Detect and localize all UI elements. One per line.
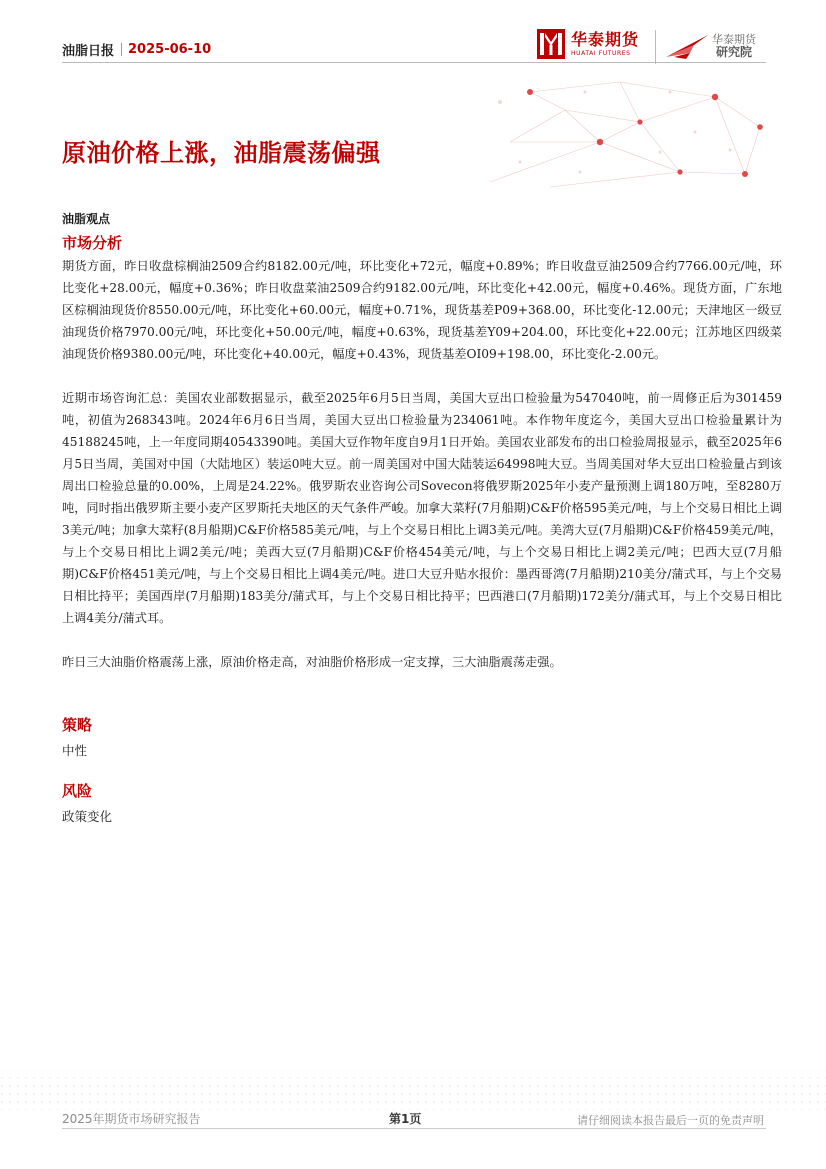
disclaimer-notice: 请仔细阅读本报告最后一页的免责声明 [577, 1114, 764, 1127]
footer-dot-pattern [0, 1060, 826, 1110]
market-paragraph: 期货方面，昨日收盘棕榈油2509合约8182.00元/吨，环比变化+72元，幅度+0.89%；昨日收盘豆油2509合约7766.00元/吨，环比变化+28.00元，幅度+0.36%；昨日收盘菜油2509合约9182.00元/吨，环比变化+42.00元，幅度+0.46%。现货方面，广东地区棕榈油现货价8550.00元/吨，环比变化+60.00元，幅度+0.71%，现货基差P09+368.00，环比变化-12.00元；天津地区一级豆油现货价格7970.00元/吨，环比变化+50.00元/吨，幅度+0.63%，现货基差Y09+204.00，环比变化+22.00元；江苏地区四级菜油现货价格9380.00元/吨，环比变化+40.00元，幅度+0.43%，现货基差OI09+198.00，环比变化-2.00元。 [62, 259, 782, 361]
report-date: 2025-06-10 [128, 42, 212, 57]
logo-english: HUATAI FUTURES [571, 49, 631, 57]
network-decoration [470, 62, 770, 192]
report-meta [62, 40, 211, 59]
report-title: 原油价格上涨，油脂震荡偏强 [62, 139, 381, 167]
strategy-text: 中性 [62, 743, 88, 758]
logo-chinese: 华泰期货 [571, 29, 640, 49]
risk-text: 政策变化 [62, 809, 113, 824]
report-type: 油脂日报 [62, 44, 115, 59]
meta-separator [121, 43, 122, 56]
institute-name-line2: 研究院 [715, 45, 752, 59]
risk-heading: 风险 [62, 782, 93, 800]
huatai-logo [537, 29, 639, 59]
market-paragraph: 近期市场咨询汇总：美国农业部数据显示，截至2025年6月5日当周，美国大豆出口检验量为547040吨，前一周修正后为301459吨，初值为268343吨。2024年6月6日当周，美国大豆出口检验量为234061吨。本作物年度迄今，美国大豆出口检验量累计为45188245吨，上一年度同期40543390吨。美国大豆作物年度自9月1日开始。美国农业部发布的出口检验周报显示，截至2025年6月5日当周，美国对中国（大陆地区）装运0吨大豆。前一周美国对中国大陆装运64998吨大豆。当周美国对华大豆出口检验量占到该周出口检验总量的0.00%，上周是24.22%。俄罗斯农业咨询公司Sovecon将俄罗斯2025年小麦产量预测上调180万吨，至8280万吨，同时指出俄罗斯主要小麦产区罗斯托夫地区的天气条件严峻。加拿大菜籽(7月船期)C&F价格595美元/吨，与上个交易日相比上调3美元/吨；加拿大菜籽(8月船期)C&F价格585美元/吨，与上个交易日相比上调3美元/吨。美湾大豆(7月船期)C&F价格459美元/吨，与上个交易日相比上调2美元/吨；美西大豆(7月船期)C&F价格454美元/吨，与上个交易日相比上调2美元/吨；巴西大豆(7月船期)C&F价格451美元/吨，与上个交易日相比上调4美元/吨。进口大豆升贴水报价：墨西哥湾(7月船期)210美分/蒲式耳，与上个交易日相比持平；美国西岸(7月船期)183美分/蒲式耳，与上个交易日相比持平；巴西港口(7月船期)172美分/蒲式耳，与上个交易日相比上调4美分/蒲式耳。 [62, 391, 782, 625]
page-number: 第1页 [389, 1112, 422, 1126]
institute-logo [664, 31, 756, 61]
institute-logo-icon [664, 31, 710, 61]
page-header [0, 0, 826, 195]
strategy-heading: 策略 [62, 716, 93, 734]
huatai-logo-icon [537, 29, 565, 59]
footer-series-name: 2025年期货市场研究报告 [62, 1112, 201, 1126]
logo-divider [655, 30, 656, 64]
footer-rule [62, 1128, 766, 1129]
viewpoint-label: 油脂观点 [62, 212, 111, 226]
market-analysis-heading: 市场分析 [62, 234, 123, 252]
institute-name-line1: 华泰期货 [712, 33, 756, 46]
report-body [62, 208, 782, 827]
market-paragraph: 昨日三大油脂价格震荡上涨，原油价格走高，对油脂价格形成一定支撑，三大油脂震荡走强。 [62, 655, 562, 669]
